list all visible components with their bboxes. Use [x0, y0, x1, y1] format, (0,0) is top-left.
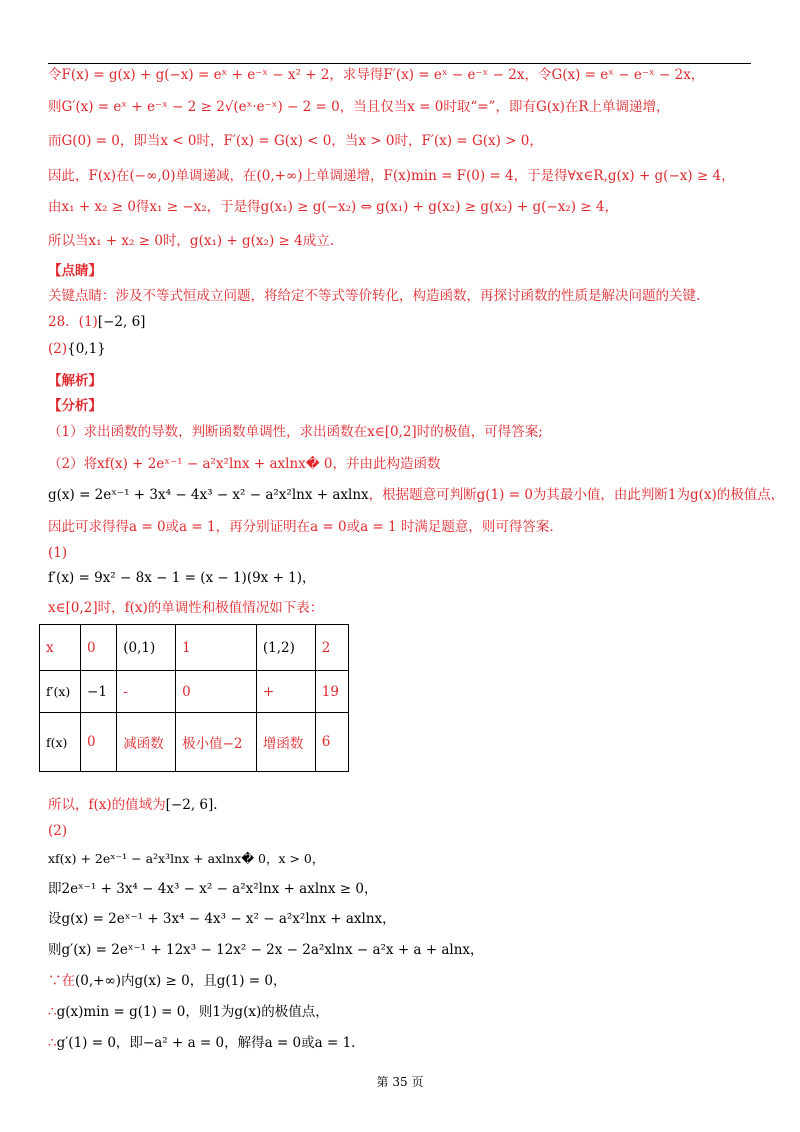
line-conclusion: 所以当x₁ + x₂ ≥ 0时，g(x₁) + g(x₂) ≥ 4成立. [48, 233, 334, 249]
therefore-text: g′(1) = 0，即−a² + a = 0，解得a = 0或a = 1. [56, 1035, 356, 1051]
analysis-2: （2）将xf(x) + 2eˣ⁻¹ − a²x²lnx + axlnx� 0，并由此构造函数 [48, 456, 441, 472]
heading-fenxi: 【分析】 [48, 398, 102, 414]
line-sign-F-prime: 而G(0) = 0，即当x < 0时，F′(x) = G(x) < 0，当x > 0时，F′(x) = G(x) > 0， [48, 133, 543, 149]
therefore-symbol: ∴ [48, 1004, 57, 1020]
line-monotonic-F: 因此，F(x)在(−∞,0)单调递减，在(0,+∞)上单调递增，F(x)min = F(0) = 4，于是得∀x∈R,g(x) + g(−x) ≥ 4， [48, 168, 735, 184]
table-cell: (0,1) [117, 625, 176, 671]
line-x1-x2: 由x₁ + x₂ ≥ 0得x₁ ≥ −x₂，于是得g(x₁) ≥ g(−x₂) ⇔ g(x₁) + g(x₂) ≥ g(x₂) + g(−x₂) ≥ 4， [48, 199, 618, 215]
question-number: 28．(1) [48, 314, 98, 330]
table-cell: f(x) [40, 713, 81, 772]
table-cell: x [40, 625, 81, 671]
analysis-1: （1）求出函数的导数，判断函数单调性，求出函数在x∈[0,2]时的极值，可得答案; [48, 424, 543, 440]
table-cell: 0 [81, 625, 117, 671]
range-period: . [213, 797, 218, 813]
table-cell: 极小值−2 [176, 713, 257, 772]
answer-2-value: {0,1} [67, 341, 106, 357]
because-text: (0,+∞)内g(x) ≥ 0，且g(1) = 0， [75, 973, 287, 989]
table-cell: 0 [81, 713, 117, 772]
heading-dianjing: 【点睛】 [48, 263, 102, 279]
answer-28-1 [48, 313, 145, 331]
solution-part-1-label: (1) [48, 545, 68, 561]
range-text: f(x)的值域为 [88, 797, 166, 813]
page-number: 第 35 页 [376, 1075, 424, 1089]
g-min-reasoning: ，根据题意可判断g(1) = 0为其最小值，由此判断1为g(x)的极值点， [368, 487, 785, 503]
because-line [48, 972, 287, 990]
table-cell: −1 [81, 671, 117, 713]
table-row [40, 625, 349, 671]
line-key-point: 关键点睛：涉及不等式恒成立问题，将给定不等式等价转化，构造函数，再探讨函数的性质是解决问题的关键. [48, 288, 701, 304]
f-prime-formula: f′(x) = 9x² − 8x − 1 = (x − 1)(9x + 1)， [48, 570, 316, 586]
table-cell: (1,2) [256, 625, 315, 671]
table-cell: 减函数 [117, 713, 176, 772]
answer-1-value: [−2, 6] [97, 314, 146, 330]
monotonicity-table [39, 624, 349, 772]
table-cell: + [256, 671, 315, 713]
solution-part-2-label: (2) [48, 823, 68, 839]
heading-jiexi: 【解析】 [48, 373, 102, 389]
g-prime-formula: 则g′(x) = 2eˣ⁻¹ + 12x³ − 12x² − 2x − 2a²xlnx − a²x + a + alnx， [48, 942, 484, 958]
table-cell: 0 [176, 671, 257, 713]
therefore-line-1 [48, 1003, 329, 1021]
answer-28-2 [48, 340, 106, 358]
table-cell: 2 [315, 625, 348, 671]
table-cell: f′(x) [40, 671, 81, 713]
table-cell: 19 [315, 671, 348, 713]
table-cell: 6 [315, 713, 348, 772]
analysis-conclude: 因此可求得得a = 0或a = 1，再分别证明在a = 0或a = 1 时满足题意，则可得答案. [48, 519, 554, 535]
therefore-line-2 [48, 1034, 355, 1052]
therefore-symbol: ∴ [48, 1035, 57, 1051]
line-define-F: 令F(x) = g(x) + g(−x) = eˣ + e⁻ˣ − x² + 2，求导得F′(x) = eˣ − e⁻ˣ − 2x，令G(x) = eˣ − e⁻ˣ − 2x， [48, 67, 705, 83]
header-rule [48, 63, 751, 64]
table-row [40, 713, 349, 772]
inequality-given: xf(x) + 2eˣ⁻¹ − a²x³lnx + axlnx� 0，x > 0， [48, 851, 325, 866]
table-cell: 1 [176, 625, 257, 671]
analysis-construct [48, 486, 784, 504]
range-conclusion [48, 796, 218, 814]
table-row [40, 671, 349, 713]
because-symbol: ∵在 [48, 973, 75, 989]
line-derivative-G: 则G′(x) = eˣ + e⁻ˣ − 2 ≥ 2√(eˣ·e⁻ˣ) − 2 = 0，当且仅当x = 0时取“=”，即有G(x)在R上单调递增， [48, 99, 670, 115]
part-2-label: (2) [48, 341, 68, 357]
table-cell: 增函数 [256, 713, 315, 772]
table-cell: - [117, 671, 176, 713]
inequality-expanded: 即2eˣ⁻¹ + 3x⁴ − 4x³ − x² − a²x²lnx + axlnx ≥ 0， [48, 881, 378, 897]
g-definition: g(x) = 2eˣ⁻¹ + 3x⁴ − 4x³ − x² − a²x²lnx + axlnx [48, 487, 369, 503]
therefore-text: g(x)min = g(1) = 0，则1为g(x)的极值点， [56, 1004, 329, 1020]
range-prefix: 所以， [48, 797, 89, 813]
define-g: 设g(x) = 2eˣ⁻¹ + 3x⁴ − 4x³ − x² − a²x²lnx + axlnx， [48, 911, 396, 927]
table-intro: x∈[0,2]时，f(x)的单调性和极值情况如下表： [48, 600, 324, 616]
range-value: [−2, 6] [165, 797, 214, 813]
